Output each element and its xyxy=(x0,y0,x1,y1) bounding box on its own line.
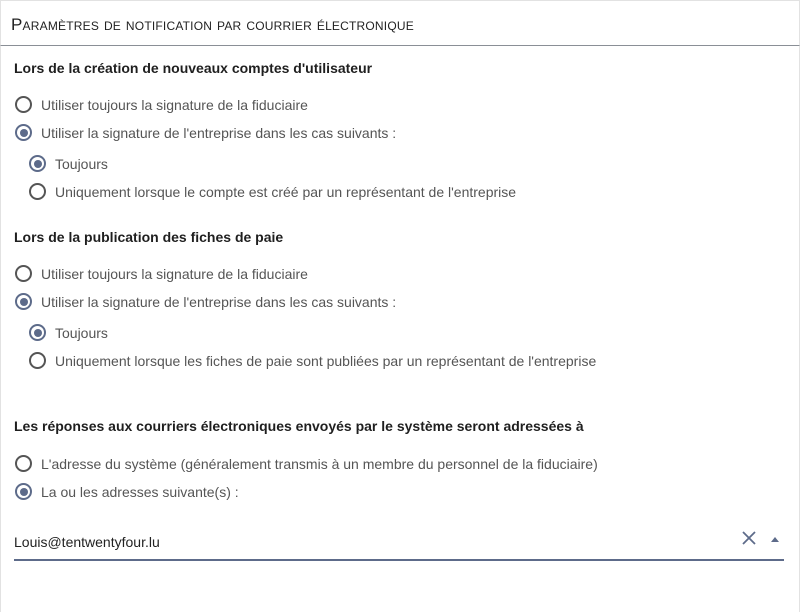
radio-button-checked[interactable] xyxy=(15,483,32,500)
account-creation-option-trustee[interactable] xyxy=(15,96,308,113)
account-creation-suboption-representative[interactable] xyxy=(29,183,516,200)
radio-label: Utiliser la signature de l'entreprise dans les cas suivants : xyxy=(41,293,397,310)
replies-option-system-address[interactable] xyxy=(15,455,598,472)
account-creation-suboption-always[interactable] xyxy=(29,155,108,172)
radio-button-checked[interactable] xyxy=(15,293,32,310)
radio-label: La ou les adresses suivante(s) : xyxy=(41,483,239,500)
replies-option-custom-addresses[interactable] xyxy=(15,483,239,500)
radio-button[interactable] xyxy=(29,352,46,369)
reply-email-input[interactable] xyxy=(14,524,784,561)
panel-header xyxy=(0,0,800,46)
payslip-option-company[interactable] xyxy=(15,293,396,310)
radio-button[interactable] xyxy=(15,455,32,472)
radio-button-checked[interactable] xyxy=(29,155,46,172)
reply-email-value[interactable]: Louis@tentwentyfour.lu xyxy=(14,534,160,550)
payslip-publication-title: Lors de la publication des fiches de paie xyxy=(14,229,284,245)
caret-up-icon[interactable] xyxy=(769,532,781,542)
payslip-option-trustee[interactable] xyxy=(15,265,308,282)
radio-button[interactable] xyxy=(15,96,32,113)
radio-button-checked[interactable] xyxy=(15,124,32,141)
radio-label: Utiliser toujours la signature de la fiduciaire xyxy=(41,96,308,113)
radio-label: Toujours xyxy=(55,155,108,172)
radio-label: Uniquement lorsque les fiches de paie sont publiées par un représentant de l'entreprise xyxy=(55,352,597,369)
radio-label: Uniquement lorsque le compte est créé par un représentant de l'entreprise xyxy=(55,183,517,200)
replies-title: Les réponses aux courriers électroniques envoyés par le système seront adressées à xyxy=(14,418,584,434)
radio-label: Utiliser toujours la signature de la fiduciaire xyxy=(41,265,308,282)
account-creation-title: Lors de la création de nouveaux comptes d'utilisateur xyxy=(14,60,373,76)
payslip-suboption-always[interactable] xyxy=(29,324,108,341)
radio-label: L'adresse du système (généralement transmis à un membre du personnel de la fiduciaire) xyxy=(41,455,598,472)
payslip-suboption-representative[interactable] xyxy=(29,352,596,369)
radio-label: Toujours xyxy=(55,324,108,341)
panel-title: Paramètres de notification par courrier électronique xyxy=(11,15,414,34)
panel-left-border xyxy=(0,46,1,612)
radio-button[interactable] xyxy=(29,183,46,200)
account-creation-option-company[interactable] xyxy=(15,124,396,141)
radio-button-checked[interactable] xyxy=(29,324,46,341)
radio-label: Utiliser la signature de l'entreprise dans les cas suivants : xyxy=(41,124,397,141)
close-icon[interactable] xyxy=(740,529,758,547)
radio-button[interactable] xyxy=(15,265,32,282)
